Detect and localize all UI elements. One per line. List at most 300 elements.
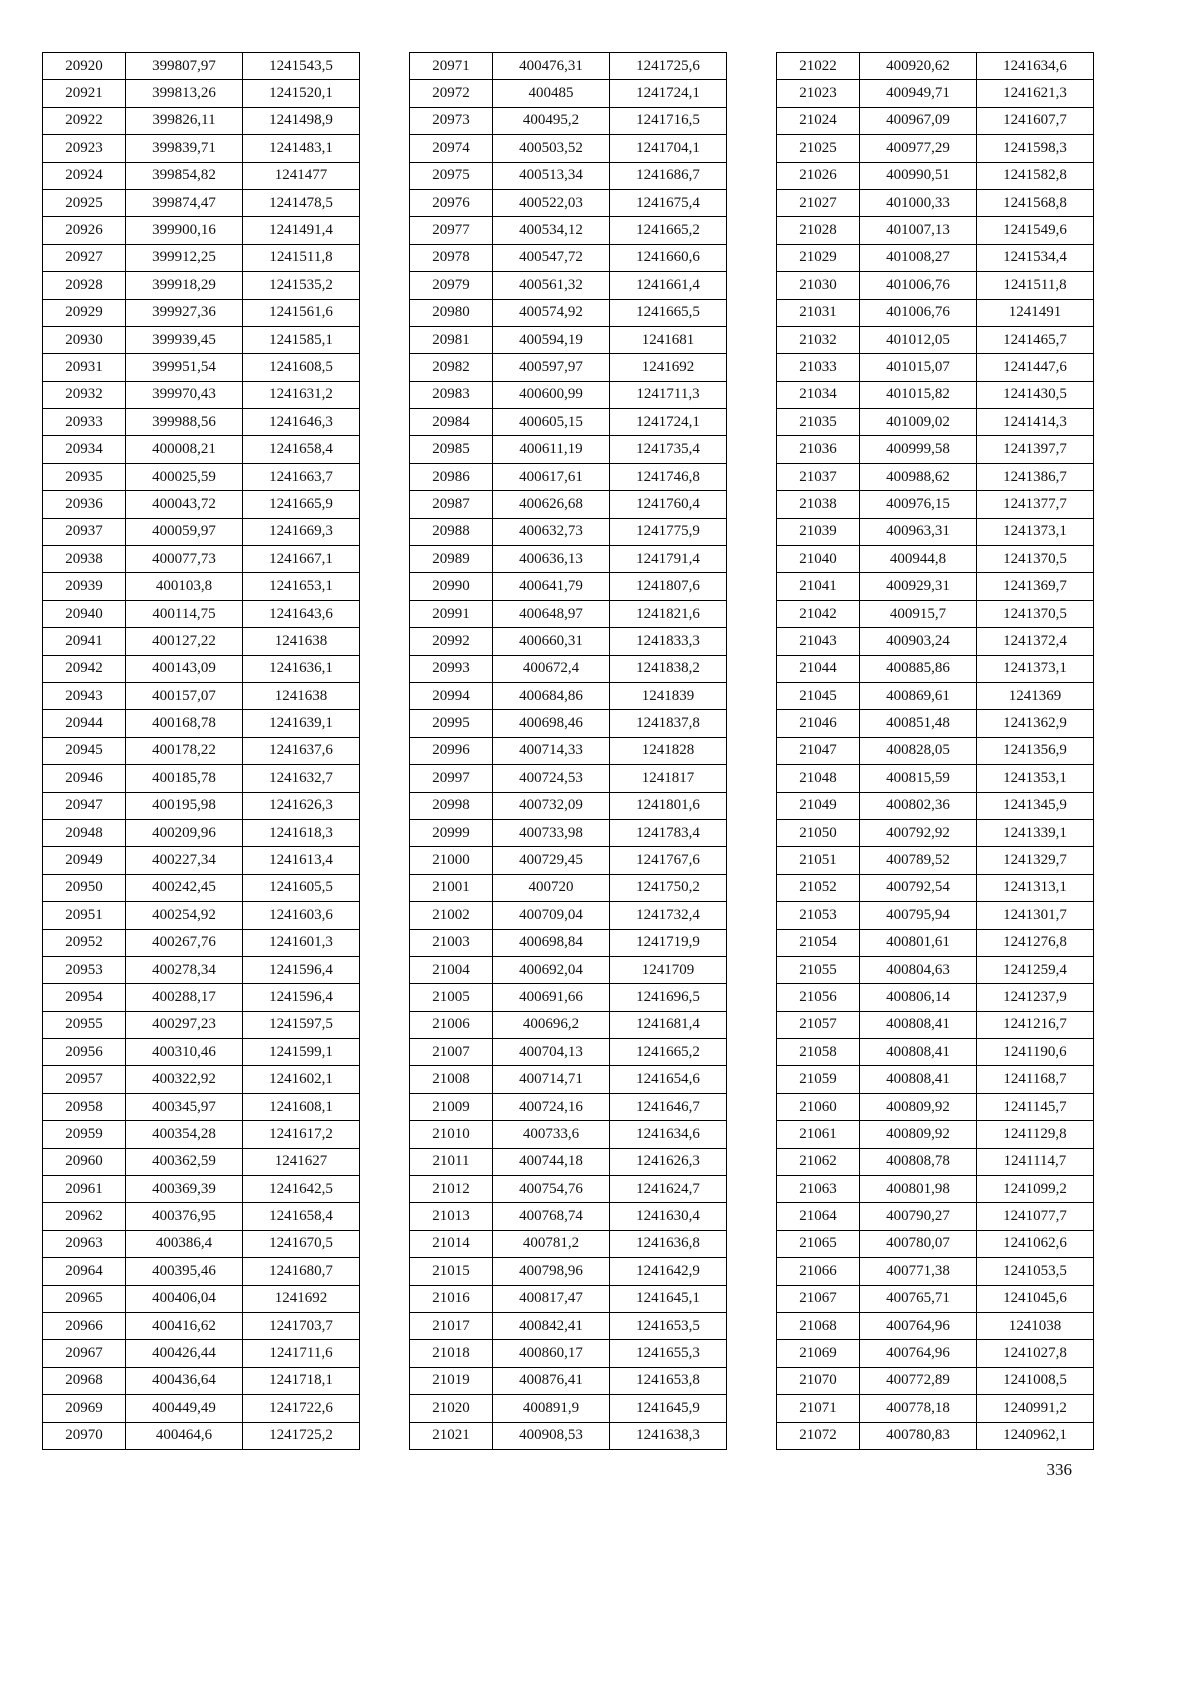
x-coordinate-cell: 400597,97 — [493, 354, 610, 381]
x-coordinate-cell: 400369,39 — [126, 1176, 243, 1203]
point-number-cell: 20983 — [410, 381, 493, 408]
table-row — [777, 1203, 1094, 1230]
point-number-cell: 21069 — [777, 1340, 860, 1367]
x-coordinate-cell: 400698,46 — [493, 710, 610, 737]
point-number-cell: 20961 — [43, 1176, 126, 1203]
point-number-cell: 21000 — [410, 847, 493, 874]
x-coordinate-cell: 400485 — [493, 80, 610, 107]
y-coordinate-cell: 1241626,3 — [610, 1148, 727, 1175]
x-coordinate-cell: 400114,75 — [126, 600, 243, 627]
x-coordinate-cell: 400617,61 — [493, 463, 610, 490]
table-row — [777, 1285, 1094, 1312]
point-number-cell: 21061 — [777, 1121, 860, 1148]
table-row — [410, 902, 727, 929]
point-number-cell: 21049 — [777, 792, 860, 819]
x-coordinate-cell: 400724,16 — [493, 1093, 610, 1120]
point-number-cell: 20935 — [43, 463, 126, 490]
table-row — [43, 956, 360, 983]
y-coordinate-cell: 1241478,5 — [243, 189, 360, 216]
table-row — [410, 1395, 727, 1422]
table-row — [43, 1395, 360, 1422]
x-coordinate-cell: 400869,61 — [860, 682, 977, 709]
point-number-cell: 21032 — [777, 326, 860, 353]
x-coordinate-cell: 401000,33 — [860, 189, 977, 216]
x-coordinate-cell: 400672,4 — [493, 655, 610, 682]
x-coordinate-cell: 400885,86 — [860, 655, 977, 682]
point-number-cell: 21016 — [410, 1285, 493, 1312]
x-coordinate-cell: 400322,92 — [126, 1066, 243, 1093]
table-row — [777, 902, 1094, 929]
point-number-cell: 20963 — [43, 1230, 126, 1257]
x-coordinate-cell: 400534,12 — [493, 217, 610, 244]
y-coordinate-cell: 1241692 — [243, 1285, 360, 1312]
x-coordinate-cell: 399951,54 — [126, 354, 243, 381]
y-coordinate-cell: 1241608,1 — [243, 1093, 360, 1120]
x-coordinate-cell: 400376,95 — [126, 1203, 243, 1230]
point-number-cell: 20965 — [43, 1285, 126, 1312]
y-coordinate-cell: 1241543,5 — [243, 53, 360, 80]
y-coordinate-cell: 1241626,3 — [243, 792, 360, 819]
y-coordinate-cell: 1241646,3 — [243, 409, 360, 436]
table-row — [410, 1121, 727, 1148]
table-row — [410, 600, 727, 627]
x-coordinate-cell: 400949,71 — [860, 80, 977, 107]
y-coordinate-cell: 1241597,5 — [243, 1011, 360, 1038]
y-coordinate-cell: 1241599,1 — [243, 1039, 360, 1066]
point-number-cell: 21048 — [777, 765, 860, 792]
point-number-cell: 20958 — [43, 1093, 126, 1120]
point-number-cell: 20930 — [43, 326, 126, 353]
x-coordinate-cell: 400278,34 — [126, 956, 243, 983]
point-number-cell: 21031 — [777, 299, 860, 326]
table-row — [410, 1230, 727, 1257]
point-number-cell: 21051 — [777, 847, 860, 874]
y-coordinate-cell: 1241716,5 — [610, 107, 727, 134]
x-coordinate-cell: 400768,74 — [493, 1203, 610, 1230]
y-coordinate-cell: 1241373,1 — [977, 655, 1094, 682]
y-coordinate-cell: 1241129,8 — [977, 1121, 1094, 1148]
y-coordinate-cell: 1241724,1 — [610, 80, 727, 107]
table-row — [410, 53, 727, 80]
y-coordinate-cell: 1241353,1 — [977, 765, 1094, 792]
point-number-cell: 20925 — [43, 189, 126, 216]
y-coordinate-cell: 1241821,6 — [610, 600, 727, 627]
y-coordinate-cell: 1241373,1 — [977, 518, 1094, 545]
x-coordinate-cell: 400860,17 — [493, 1340, 610, 1367]
x-coordinate-cell: 400227,34 — [126, 847, 243, 874]
table-row — [777, 518, 1094, 545]
y-coordinate-cell: 1241582,8 — [977, 162, 1094, 189]
table-row — [777, 847, 1094, 874]
x-coordinate-cell: 401007,13 — [860, 217, 977, 244]
x-coordinate-cell: 400127,22 — [126, 628, 243, 655]
table-row — [410, 1258, 727, 1285]
point-number-cell: 20937 — [43, 518, 126, 545]
point-number-cell: 20989 — [410, 546, 493, 573]
point-number-cell: 21047 — [777, 737, 860, 764]
x-coordinate-cell: 400808,41 — [860, 1011, 977, 1038]
point-number-cell: 20971 — [410, 53, 493, 80]
table-row — [410, 1148, 727, 1175]
point-number-cell: 21044 — [777, 655, 860, 682]
point-number-cell: 20943 — [43, 682, 126, 709]
table-row — [410, 80, 727, 107]
point-number-cell: 21015 — [410, 1258, 493, 1285]
point-number-cell: 21054 — [777, 929, 860, 956]
y-coordinate-cell: 1241339,1 — [977, 819, 1094, 846]
table-row — [410, 135, 727, 162]
point-number-cell: 20979 — [410, 272, 493, 299]
x-coordinate-cell: 400781,2 — [493, 1230, 610, 1257]
point-number-cell: 21025 — [777, 135, 860, 162]
point-number-cell: 20982 — [410, 354, 493, 381]
y-coordinate-cell: 1241631,2 — [243, 381, 360, 408]
point-number-cell: 20944 — [43, 710, 126, 737]
y-coordinate-cell: 1241498,9 — [243, 107, 360, 134]
table-row — [43, 491, 360, 518]
point-number-cell: 20993 — [410, 655, 493, 682]
x-coordinate-cell: 400464,6 — [126, 1422, 243, 1449]
table-row — [410, 217, 727, 244]
table-row — [43, 792, 360, 819]
x-coordinate-cell: 400395,46 — [126, 1258, 243, 1285]
point-number-cell: 20923 — [43, 135, 126, 162]
x-coordinate-cell: 400764,96 — [860, 1312, 977, 1339]
point-number-cell: 21028 — [777, 217, 860, 244]
table-row — [777, 765, 1094, 792]
table-row — [777, 326, 1094, 353]
point-number-cell: 21008 — [410, 1066, 493, 1093]
y-coordinate-cell: 1241027,8 — [977, 1340, 1094, 1367]
y-coordinate-cell: 1241654,6 — [610, 1066, 727, 1093]
x-coordinate-cell: 400209,96 — [126, 819, 243, 846]
point-number-cell: 20941 — [43, 628, 126, 655]
x-coordinate-cell: 400929,31 — [860, 573, 977, 600]
table-row — [777, 1367, 1094, 1394]
x-coordinate-cell: 400944,8 — [860, 546, 977, 573]
point-number-cell: 21027 — [777, 189, 860, 216]
y-coordinate-cell: 1241667,1 — [243, 546, 360, 573]
table-row — [410, 546, 727, 573]
y-coordinate-cell: 1241145,7 — [977, 1093, 1094, 1120]
point-number-cell: 20936 — [43, 491, 126, 518]
y-coordinate-cell: 1241062,6 — [977, 1230, 1094, 1257]
y-coordinate-cell: 1241534,4 — [977, 244, 1094, 271]
x-coordinate-cell: 400143,09 — [126, 655, 243, 682]
point-number-cell: 20920 — [43, 53, 126, 80]
y-coordinate-cell: 1241430,5 — [977, 381, 1094, 408]
table-row — [777, 107, 1094, 134]
table-row — [410, 984, 727, 1011]
x-coordinate-cell: 400648,97 — [493, 600, 610, 627]
point-number-cell: 21053 — [777, 902, 860, 929]
table-row — [410, 1312, 727, 1339]
x-coordinate-cell: 400809,92 — [860, 1121, 977, 1148]
table-row — [777, 737, 1094, 764]
x-coordinate-cell: 400792,54 — [860, 874, 977, 901]
point-number-cell: 20938 — [43, 546, 126, 573]
y-coordinate-cell: 1241372,4 — [977, 628, 1094, 655]
y-coordinate-cell: 1241114,7 — [977, 1148, 1094, 1175]
y-coordinate-cell: 1241703,7 — [243, 1312, 360, 1339]
page-number: 336 — [1046, 1460, 1072, 1479]
point-number-cell: 20940 — [43, 600, 126, 627]
point-number-cell: 20922 — [43, 107, 126, 134]
y-coordinate-cell: 1241520,1 — [243, 80, 360, 107]
y-coordinate-cell: 1241665,2 — [610, 217, 727, 244]
x-coordinate-cell: 400963,31 — [860, 518, 977, 545]
table-row — [43, 655, 360, 682]
x-coordinate-cell: 400780,07 — [860, 1230, 977, 1257]
point-number-cell: 21020 — [410, 1395, 493, 1422]
table-row — [43, 244, 360, 271]
y-coordinate-cell: 1241627 — [243, 1148, 360, 1175]
x-coordinate-cell: 400754,76 — [493, 1176, 610, 1203]
y-coordinate-cell: 1241711,3 — [610, 381, 727, 408]
point-number-cell: 20950 — [43, 874, 126, 901]
x-coordinate-cell: 400345,97 — [126, 1093, 243, 1120]
x-coordinate-cell: 400406,04 — [126, 1285, 243, 1312]
point-number-cell: 21042 — [777, 600, 860, 627]
point-number-cell: 21039 — [777, 518, 860, 545]
point-number-cell: 20932 — [43, 381, 126, 408]
point-number-cell: 21019 — [410, 1367, 493, 1394]
table-row — [777, 1230, 1094, 1257]
point-number-cell: 21007 — [410, 1039, 493, 1066]
x-coordinate-cell: 400605,15 — [493, 409, 610, 436]
y-coordinate-cell: 1241838,2 — [610, 655, 727, 682]
table-row — [410, 326, 727, 353]
point-number-cell: 20974 — [410, 135, 493, 162]
x-coordinate-cell: 400732,09 — [493, 792, 610, 819]
y-coordinate-cell: 1241638 — [243, 682, 360, 709]
table-row — [43, 135, 360, 162]
table-row — [43, 1285, 360, 1312]
y-coordinate-cell: 1241535,2 — [243, 272, 360, 299]
x-coordinate-cell: 400503,52 — [493, 135, 610, 162]
x-coordinate-cell: 400988,62 — [860, 463, 977, 490]
point-number-cell: 21002 — [410, 902, 493, 929]
x-coordinate-cell: 400636,13 — [493, 546, 610, 573]
point-number-cell: 20951 — [43, 902, 126, 929]
x-coordinate-cell: 400851,48 — [860, 710, 977, 737]
x-coordinate-cell: 400802,36 — [860, 792, 977, 819]
y-coordinate-cell: 1241704,1 — [610, 135, 727, 162]
point-number-cell: 21060 — [777, 1093, 860, 1120]
point-number-cell: 20956 — [43, 1039, 126, 1066]
table-row — [777, 381, 1094, 408]
y-coordinate-cell: 1241828 — [610, 737, 727, 764]
x-coordinate-cell: 400561,32 — [493, 272, 610, 299]
table-row — [43, 600, 360, 627]
x-coordinate-cell: 400789,52 — [860, 847, 977, 874]
table-row — [43, 326, 360, 353]
y-coordinate-cell: 1241636,1 — [243, 655, 360, 682]
x-coordinate-cell: 400684,86 — [493, 682, 610, 709]
x-coordinate-cell: 400600,99 — [493, 381, 610, 408]
table-row — [43, 1148, 360, 1175]
x-coordinate-cell: 400990,51 — [860, 162, 977, 189]
y-coordinate-cell: 1241661,4 — [610, 272, 727, 299]
y-coordinate-cell: 1241643,6 — [243, 600, 360, 627]
x-coordinate-cell: 400817,47 — [493, 1285, 610, 1312]
table-row — [777, 628, 1094, 655]
x-coordinate-cell: 400809,92 — [860, 1093, 977, 1120]
point-number-cell: 20977 — [410, 217, 493, 244]
point-number-cell: 20955 — [43, 1011, 126, 1038]
table-row — [43, 765, 360, 792]
table-row — [43, 1367, 360, 1394]
x-coordinate-cell: 400436,64 — [126, 1367, 243, 1394]
x-coordinate-cell: 400764,96 — [860, 1340, 977, 1367]
point-number-cell: 20967 — [43, 1340, 126, 1367]
x-coordinate-cell: 400025,59 — [126, 463, 243, 490]
y-coordinate-cell: 1241653,8 — [610, 1367, 727, 1394]
table-row — [777, 272, 1094, 299]
point-number-cell: 20999 — [410, 819, 493, 846]
table-row — [777, 792, 1094, 819]
y-coordinate-cell: 1241709 — [610, 956, 727, 983]
y-coordinate-cell: 1241638 — [243, 628, 360, 655]
x-coordinate-cell: 401015,82 — [860, 381, 977, 408]
table-row — [43, 354, 360, 381]
x-coordinate-cell: 400626,68 — [493, 491, 610, 518]
point-number-cell: 21003 — [410, 929, 493, 956]
y-coordinate-cell: 1241665,2 — [610, 1039, 727, 1066]
table-row — [43, 381, 360, 408]
table-row — [777, 655, 1094, 682]
y-coordinate-cell: 1241370,5 — [977, 546, 1094, 573]
point-number-cell: 20986 — [410, 463, 493, 490]
y-coordinate-cell: 1241645,9 — [610, 1395, 727, 1422]
y-coordinate-cell: 1241653,1 — [243, 573, 360, 600]
point-number-cell: 21033 — [777, 354, 860, 381]
point-number-cell: 20953 — [43, 956, 126, 983]
table-row — [777, 1176, 1094, 1203]
table-row — [410, 1367, 727, 1394]
table-row — [43, 847, 360, 874]
point-number-cell: 20954 — [43, 984, 126, 1011]
x-coordinate-cell: 400733,98 — [493, 819, 610, 846]
table-row — [777, 929, 1094, 956]
point-number-cell: 20962 — [43, 1203, 126, 1230]
y-coordinate-cell: 1241660,6 — [610, 244, 727, 271]
x-coordinate-cell: 400714,71 — [493, 1066, 610, 1093]
y-coordinate-cell: 1241692 — [610, 354, 727, 381]
point-number-cell: 21062 — [777, 1148, 860, 1175]
x-coordinate-cell: 400792,92 — [860, 819, 977, 846]
point-number-cell: 21050 — [777, 819, 860, 846]
x-coordinate-cell: 400790,27 — [860, 1203, 977, 1230]
table-row — [777, 1148, 1094, 1175]
point-number-cell: 21038 — [777, 491, 860, 518]
table-row — [43, 546, 360, 573]
table-row — [43, 518, 360, 545]
x-coordinate-cell: 400522,03 — [493, 189, 610, 216]
point-number-cell: 21055 — [777, 956, 860, 983]
table-row — [43, 1011, 360, 1038]
point-number-cell: 20946 — [43, 765, 126, 792]
x-coordinate-cell: 400692,04 — [493, 956, 610, 983]
table-row — [410, 819, 727, 846]
y-coordinate-cell: 1241568,8 — [977, 189, 1094, 216]
y-coordinate-cell: 1241598,3 — [977, 135, 1094, 162]
table-row — [410, 244, 727, 271]
y-coordinate-cell: 1241630,4 — [610, 1203, 727, 1230]
table-row — [410, 381, 727, 408]
table-row — [43, 1093, 360, 1120]
x-coordinate-cell: 400495,2 — [493, 107, 610, 134]
y-coordinate-cell: 1241369,7 — [977, 573, 1094, 600]
y-coordinate-cell: 1241397,7 — [977, 436, 1094, 463]
point-number-cell: 21040 — [777, 546, 860, 573]
table-row — [777, 1340, 1094, 1367]
table-row — [43, 53, 360, 80]
point-number-cell: 20947 — [43, 792, 126, 819]
point-number-cell: 21064 — [777, 1203, 860, 1230]
table-row — [43, 1258, 360, 1285]
x-coordinate-cell: 400915,7 — [860, 600, 977, 627]
point-number-cell: 20973 — [410, 107, 493, 134]
x-coordinate-cell: 400691,66 — [493, 984, 610, 1011]
y-coordinate-cell: 1240991,2 — [977, 1395, 1094, 1422]
point-number-cell: 20934 — [43, 436, 126, 463]
point-number-cell: 21057 — [777, 1011, 860, 1038]
y-coordinate-cell: 1241624,7 — [610, 1176, 727, 1203]
y-coordinate-cell: 1241369 — [977, 682, 1094, 709]
y-coordinate-cell: 1241276,8 — [977, 929, 1094, 956]
x-coordinate-cell: 400416,62 — [126, 1312, 243, 1339]
y-coordinate-cell: 1241642,9 — [610, 1258, 727, 1285]
point-number-cell: 20997 — [410, 765, 493, 792]
table-row — [410, 162, 727, 189]
table-row — [777, 1258, 1094, 1285]
point-number-cell: 20984 — [410, 409, 493, 436]
table-row — [43, 107, 360, 134]
x-coordinate-cell: 400815,59 — [860, 765, 977, 792]
y-coordinate-cell: 1241585,1 — [243, 326, 360, 353]
point-number-cell: 21001 — [410, 874, 493, 901]
point-number-cell: 20948 — [43, 819, 126, 846]
y-coordinate-cell: 1241722,6 — [243, 1395, 360, 1422]
y-coordinate-cell: 1241377,7 — [977, 491, 1094, 518]
table-row — [43, 162, 360, 189]
y-coordinate-cell: 1241725,6 — [610, 53, 727, 80]
x-coordinate-cell: 399927,36 — [126, 299, 243, 326]
point-number-cell: 20929 — [43, 299, 126, 326]
point-number-cell: 20957 — [43, 1066, 126, 1093]
y-coordinate-cell: 1241669,3 — [243, 518, 360, 545]
table-row — [410, 1340, 727, 1367]
table-row — [43, 819, 360, 846]
table-row — [410, 792, 727, 819]
x-coordinate-cell: 400476,31 — [493, 53, 610, 80]
table-row — [410, 847, 727, 874]
y-coordinate-cell: 1241646,7 — [610, 1093, 727, 1120]
x-coordinate-cell: 400178,22 — [126, 737, 243, 764]
point-number-cell: 20952 — [43, 929, 126, 956]
point-number-cell: 21005 — [410, 984, 493, 1011]
y-coordinate-cell: 1241605,5 — [243, 874, 360, 901]
table-row — [43, 1039, 360, 1066]
y-coordinate-cell: 1241561,6 — [243, 299, 360, 326]
y-coordinate-cell: 1241681 — [610, 326, 727, 353]
y-coordinate-cell: 1241775,9 — [610, 518, 727, 545]
x-coordinate-cell: 400698,84 — [493, 929, 610, 956]
coordinate-table-1 — [42, 52, 360, 1450]
y-coordinate-cell: 1241447,6 — [977, 354, 1094, 381]
table-row — [410, 874, 727, 901]
